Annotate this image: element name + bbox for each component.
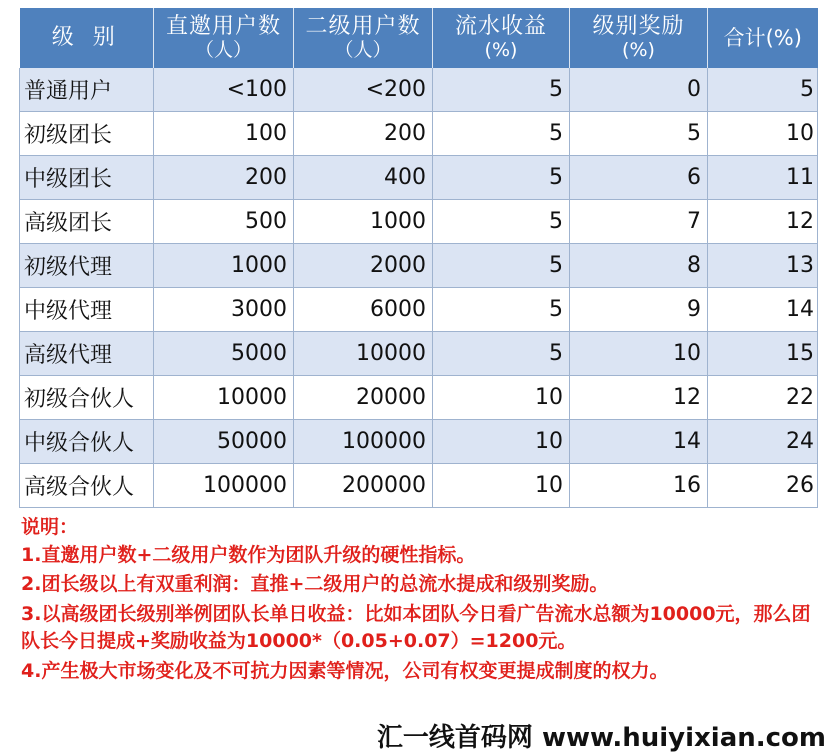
note-item: 2.团长级以上有双重利润：直推+二级用户的总流水提成和级别奖励。 bbox=[21, 573, 609, 596]
table-row bbox=[20, 156, 818, 200]
cell-flow-income: 5 bbox=[433, 288, 570, 332]
cell-flow-income: 10 bbox=[433, 420, 570, 464]
cell-total: 22 bbox=[708, 376, 818, 420]
cell-level-reward: 16 bbox=[570, 464, 708, 508]
cell-level-reward: 5 bbox=[570, 112, 708, 156]
cell-flow-income: 5 bbox=[433, 244, 570, 288]
cell-total: 10 bbox=[708, 112, 818, 156]
cell-level: 高级团长 bbox=[20, 200, 154, 244]
cell-total: 11 bbox=[708, 156, 818, 200]
cell-level: 初级团长 bbox=[20, 112, 154, 156]
cell-direct-users: 50000 bbox=[154, 420, 294, 464]
cell-level-reward: 14 bbox=[570, 420, 708, 464]
cell-level-reward: 9 bbox=[570, 288, 708, 332]
cell-flow-income: 10 bbox=[433, 376, 570, 420]
notes-heading: 说明： bbox=[21, 516, 79, 538]
notes-section bbox=[19, 514, 811, 685]
cell-second-users: 200000 bbox=[294, 464, 433, 508]
cell-flow-income: 5 bbox=[433, 156, 570, 200]
cell-level: 初级代理 bbox=[20, 244, 154, 288]
cell-total: 24 bbox=[708, 420, 818, 464]
cell-level-reward: 8 bbox=[570, 244, 708, 288]
table-row bbox=[20, 244, 818, 288]
note-item: 1.直邀用户数+二级用户数作为团队升级的硬性指标。 bbox=[21, 543, 476, 566]
cell-level: 高级合伙人 bbox=[20, 464, 154, 508]
table-row bbox=[20, 420, 818, 464]
cell-direct-users: 500 bbox=[154, 200, 294, 244]
cell-direct-users: 10000 bbox=[154, 376, 294, 420]
cell-level-reward: 6 bbox=[570, 156, 708, 200]
watermark: 汇一线首码网 www.huiyixian.com bbox=[371, 717, 832, 754]
table-row bbox=[20, 288, 818, 332]
cell-total: 15 bbox=[708, 332, 818, 376]
cell-second-users: 100000 bbox=[294, 420, 433, 464]
cell-flow-income: 5 bbox=[433, 200, 570, 244]
header-level-reward: 级别奖励 (%) bbox=[570, 8, 708, 68]
cell-direct-users: <100 bbox=[154, 68, 294, 112]
cell-direct-users: 1000 bbox=[154, 244, 294, 288]
header-second-users: 二级用户数 （人） bbox=[294, 8, 433, 68]
table-row bbox=[20, 464, 818, 508]
cell-direct-users: 100 bbox=[154, 112, 294, 156]
cell-level: 初级合伙人 bbox=[20, 376, 154, 420]
cell-level-reward: 12 bbox=[570, 376, 708, 420]
cell-second-users: 10000 bbox=[294, 332, 433, 376]
cell-level-reward: 10 bbox=[570, 332, 708, 376]
cell-second-users: 6000 bbox=[294, 288, 433, 332]
cell-second-users: 2000 bbox=[294, 244, 433, 288]
cell-second-users: <200 bbox=[294, 68, 433, 112]
cell-direct-users: 200 bbox=[154, 156, 294, 200]
header-total: 合计(%) bbox=[708, 8, 818, 68]
cell-flow-income: 10 bbox=[433, 464, 570, 508]
level-table bbox=[19, 8, 818, 508]
cell-second-users: 1000 bbox=[294, 200, 433, 244]
table-row bbox=[20, 200, 818, 244]
header-direct-users: 直邀用户数 （人） bbox=[154, 8, 294, 68]
header-level: 级 别 bbox=[20, 8, 154, 68]
header-row bbox=[20, 8, 818, 68]
cell-total: 14 bbox=[708, 288, 818, 332]
cell-level: 中级合伙人 bbox=[20, 420, 154, 464]
cell-level-reward: 0 bbox=[570, 68, 708, 112]
cell-level: 中级团长 bbox=[20, 156, 154, 200]
header-flow-income: 流水收益 (%) bbox=[433, 8, 570, 68]
table-row bbox=[20, 112, 818, 156]
cell-flow-income: 5 bbox=[433, 112, 570, 156]
table-row bbox=[20, 332, 818, 376]
cell-flow-income: 5 bbox=[433, 332, 570, 376]
note-item: 4.产生极大市场变化及不可抗力因素等情况，公司有权变更提成制度的权力。 bbox=[21, 659, 669, 682]
cell-level: 高级代理 bbox=[20, 332, 154, 376]
cell-second-users: 400 bbox=[294, 156, 433, 200]
cell-total: 13 bbox=[708, 244, 818, 288]
cell-level: 中级代理 bbox=[20, 288, 154, 332]
cell-total: 12 bbox=[708, 200, 818, 244]
cell-flow-income: 5 bbox=[433, 68, 570, 112]
table-row bbox=[20, 68, 818, 112]
cell-direct-users: 3000 bbox=[154, 288, 294, 332]
cell-direct-users: 100000 bbox=[154, 464, 294, 508]
cell-total: 26 bbox=[708, 464, 818, 508]
commission-sheet bbox=[19, 8, 819, 687]
note-item: 3.以高级团长级别举例团队长单日收益：比如本团队今日看广告流水总额为10000元，那么团队长今日提成+奖励收益为10000*（0.05+0.07）=1200元。 bbox=[21, 602, 811, 653]
table-row bbox=[20, 376, 818, 420]
cell-second-users: 20000 bbox=[294, 376, 433, 420]
cell-total: 5 bbox=[708, 68, 818, 112]
cell-level: 普通用户 bbox=[20, 68, 154, 112]
cell-level-reward: 7 bbox=[570, 200, 708, 244]
cell-direct-users: 5000 bbox=[154, 332, 294, 376]
cell-second-users: 200 bbox=[294, 112, 433, 156]
